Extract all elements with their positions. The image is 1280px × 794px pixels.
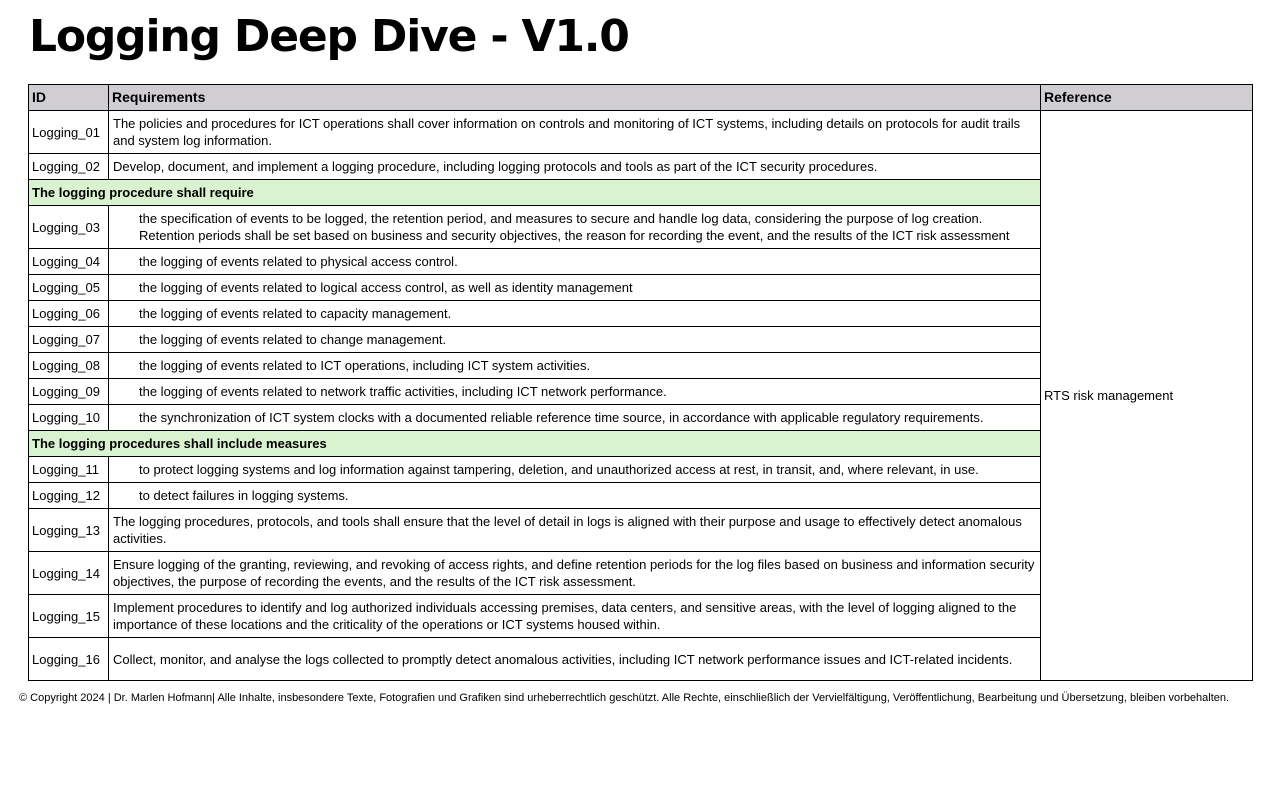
section-label: The logging procedures shall include measures	[29, 431, 1041, 457]
header-id: ID	[29, 85, 109, 111]
row-id: Logging_08	[29, 353, 109, 379]
page-title: Logging Deep Dive - V1.0	[29, 11, 629, 62]
row-requirement: Collect, monitor, and analyse the logs collected to promptly detect anomalous activities, including ICT network performance issues and ICT-related incidents.	[109, 638, 1041, 681]
row-requirement: the logging of events related to ICT operations, including ICT system activities.	[109, 353, 1041, 379]
row-requirement: to detect failures in logging systems.	[109, 483, 1041, 509]
row-requirement: to protect logging systems and log information against tampering, deletion, and unauthorized access at rest, in transit, and, where relevant, in use.	[109, 457, 1041, 483]
row-requirement: the logging of events related to physical access control.	[109, 249, 1041, 275]
row-id: Logging_02	[29, 154, 109, 180]
copyright-footer: © Copyright 2024 | Dr. Marlen Hofmann| Alle Inhalte, insbesondere Texte, Fotografien und Grafiken sind urheberrechtlich geschützt. Alle Rechte, einschließlich der Vervielfältigung, Veröffentlichung, Bearbeitung und Übersetzung, bleiben vorbehalten.	[19, 692, 1230, 704]
reference-cell: RTS risk management	[1041, 111, 1253, 681]
requirements-table	[28, 84, 1253, 681]
row-id: Logging_16	[29, 638, 109, 681]
row-id: Logging_04	[29, 249, 109, 275]
row-requirement: the logging of events related to logical access control, as well as identity management	[109, 275, 1041, 301]
row-id: Logging_07	[29, 327, 109, 353]
row-requirement: the synchronization of ICT system clocks with a documented reliable reference time source, in accordance with applicable regulatory requirements.	[109, 405, 1041, 431]
row-requirement: the logging of events related to capacity management.	[109, 301, 1041, 327]
row-id: Logging_06	[29, 301, 109, 327]
row-id: Logging_01	[29, 111, 109, 154]
header-reference: Reference	[1041, 85, 1253, 111]
row-id: Logging_14	[29, 552, 109, 595]
section-label: The logging procedure shall require	[29, 180, 1041, 206]
row-id: Logging_03	[29, 206, 109, 249]
row-id: Logging_12	[29, 483, 109, 509]
header-requirements: Requirements	[109, 85, 1041, 111]
row-requirement: the specification of events to be logged, the retention period, and measures to secure and handle log data, considering the purpose of log creation. Retention periods shall be set based on business and security objectives, the reason for recording the event, and the results of the ICT risk assessment	[109, 206, 1041, 249]
row-id: Logging_15	[29, 595, 109, 638]
table-row	[29, 111, 1253, 154]
row-requirement: The policies and procedures for ICT operations shall cover information on controls and monitoring of ICT systems, including details on protocols for audit trails and system log information.	[109, 111, 1041, 154]
row-id: Logging_05	[29, 275, 109, 301]
row-requirement: the logging of events related to network traffic activities, including ICT network performance.	[109, 379, 1041, 405]
table-header-row	[29, 85, 1253, 111]
row-requirement: The logging procedures, protocols, and tools shall ensure that the level of detail in logs is aligned with their purpose and usage to effectively detect anomalous activities.	[109, 509, 1041, 552]
row-requirement: the logging of events related to change management.	[109, 327, 1041, 353]
row-id: Logging_13	[29, 509, 109, 552]
row-requirement: Develop, document, and implement a logging procedure, including logging protocols and tools as part of the ICT security procedures.	[109, 154, 1041, 180]
row-id: Logging_09	[29, 379, 109, 405]
row-id: Logging_11	[29, 457, 109, 483]
row-requirement: Ensure logging of the granting, reviewing, and revoking of access rights, and define retention periods for the log files based on business and information security objectives, the purpose of recording the events, and the results of the ICT risk assessment.	[109, 552, 1041, 595]
row-id: Logging_10	[29, 405, 109, 431]
row-requirement: Implement procedures to identify and log authorized individuals accessing premises, data centers, and sensitive areas, with the level of logging aligned to the importance of these locations and the criticality of the operations or ICT systems housed within.	[109, 595, 1041, 638]
